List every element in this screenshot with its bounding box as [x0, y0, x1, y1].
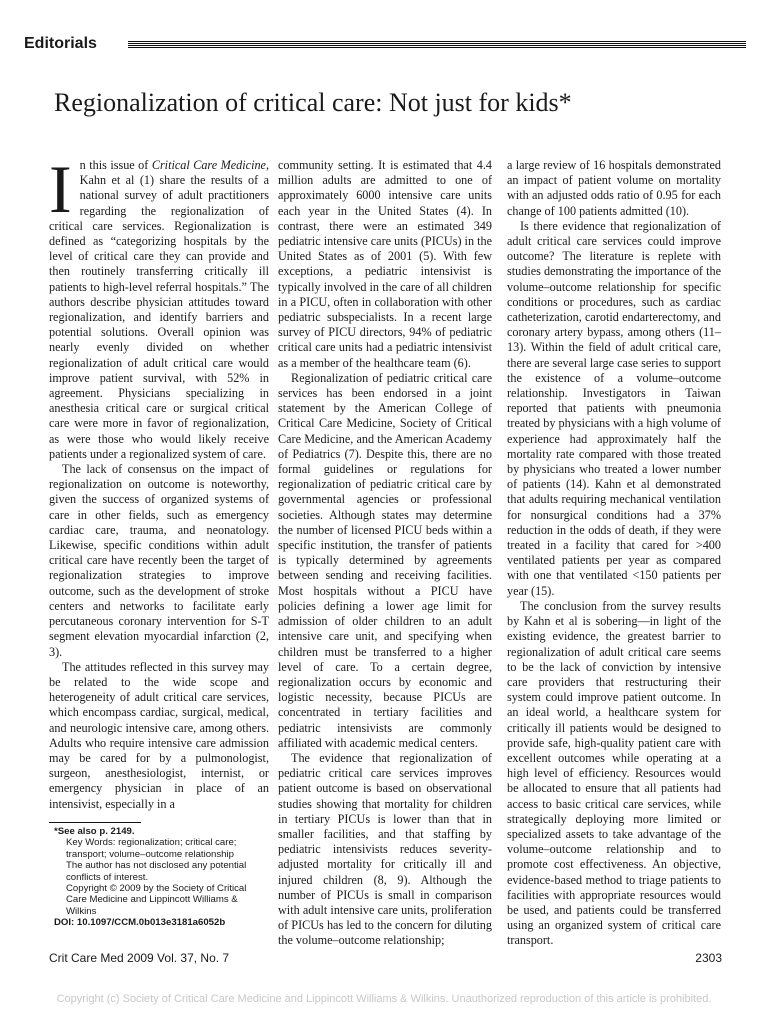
paragraph: Regionalization of pediatric critical care services has been endorsed in a joint statement by the American College of Critical Care Medicine, Society of Critical Care Medicine, and the American Academy of Pediatrics (7). Despite this, there are no formal guidelines or regulations for regionalization of pediatric critical care by governmental agencies or professional societies. Although states may determine the number of licensed PICU beds within a specific institution, the transfer of patients is typically determined by agreements between sending and receiving facilities. Most hospitals without a PICU have policies defining a lower age limit for admission of older children to an adult intensive care unit, and specifying when children must be transferred to a higher level of care. To a certain degree, regionalization occurs by economic and logistic necessity, because PICUs are concentrated in tertiary facilities and pediatric intensivists are commonly affiliated with academic medical centers. — [278, 370, 492, 750]
paragraph-text: n this issue of — [79, 158, 152, 172]
conflicts-note: The author has not disclosed any potential conflicts of interest. — [66, 860, 247, 883]
footnote-divider — [49, 822, 141, 823]
copyright-notice: Copyright (c) Society of Critical Care Medicine and Lippincott Williams & Wilkins. Unauthorized reproduction of this article is prohibited. — [56, 993, 712, 1005]
footnotes — [54, 826, 269, 929]
journal-citation: Crit Care Med 2009 Vol. 37, No. 7 — [49, 951, 230, 965]
section-label: Editorials — [24, 35, 97, 52]
paragraph: community setting. It is estimated that 4.4 million adults are admitted to one of approximately 6000 intensive care units each year in the United States (4). In contrast, there were an estimated 349 pediatric intensive care units (PICUs) in the United States as of 2001 (5). With few exceptions, a pediatric intensivist is typically involved in the care of all children in a PICU, often in collaboration with other pediatric subspecialists. In a recent large survey of PICU directors, 94% of pediatric critical care units had a pediatric intensivist as a member of the healthcare team (6). — [278, 158, 492, 370]
doi-note: DOI: 10.1097/CCM.0b013e3181a6052b — [54, 917, 226, 929]
journal-name: Critical Care Medicine — [151, 158, 266, 172]
article-title: Regionalization of critical care: Not just for kids* — [54, 88, 572, 117]
column-1 — [49, 151, 269, 812]
paragraph: The lack of consensus on the impact of regionalization on outcome is noteworthy, given the success of organized systems of care in other fields, such as emergency cardiac care, trauma, and neonatology. Likewise, specific conditions within adult critical care have recently been the target of regionalization strategies to improve outcome, such as the development of stroke centers and networks to facilitate early percutaneous coronary intervention for S-T segment elevation myocardial infarction (2, 3). — [49, 462, 269, 659]
see-also-note: *See also p. 2149. — [54, 826, 135, 837]
column-2 — [278, 158, 492, 949]
drop-cap: I — [49, 151, 72, 227]
paragraph: a large review of 16 hospitals demonstrated an impact of patient volume on mortality with an adjusted odds ratio of 0.95 for each change of 100 patients admitted (10). — [507, 158, 721, 218]
column-3 — [507, 158, 721, 949]
section-rule — [128, 41, 746, 49]
copyright-note: Copyright © 2009 by the Society of Critical Care Medicine and Lippincott Williams & Wilkins — [66, 883, 247, 917]
paragraph: The attitudes reflected in this survey may be related to the wide scope and heterogeneity of adult critical care services, which encompass cardiac, surgical, medical, and neurologic intensive care, among others. Adults who require intensive care admission may be cared for by a pulmonologist, surgeon, anesthesiologist, internist, or emergency physician in place of an intensivist, especially in a — [49, 659, 269, 811]
paragraph-text: , Kahn et al (1) share the results of a national survey of adult practitioners regarding the regionalization of critical care services. Regionalization is defined as “categorizing hospitals by the level of critical care they can provide and then routinely transferring critically ill patients to high-level referral hospitals.” The authors describe physician attitudes toward regionalization, and identify barriers and potential solutions. Overall opinion was nearly evenly divided on whether regionalization of adult critical care would improve patient survival, with 52% in agreement. Physicians specializing in anesthesia critical care or surgical critical care were more in favor of regionalization, as were those who would likely receive patients under a regionalized system of care. — [49, 158, 269, 461]
paragraph: Is there evidence that regionalization of adult critical care services could improve outcome? The literature is replete with studies demonstrating the importance of the volume–outcome relationship for specific conditions or procedures, such as cardiac catheterization, carotid endarterectomy, and coronary artery bypass, among others (11–13). Within the field of adult critical care, there are several large case series to support the existence of a volume–outcome relationship. Investigators in Taiwan reported that patients with pneumonia treated by physicians with a high volume of experience had approximately half the mortality rate compared with those treated by physicians who treated a lower number of patients (14). Kahn et al demonstrated that adults requiring mechanical ventilation for nonsurgical conditions had a 37% reduction in the odds of death, if they were treated in a facility that cared for >400 ventilated patients per year as compared with one that ventilated <150 patients per year (15). — [507, 218, 721, 598]
page-number: 2303 — [695, 951, 722, 965]
keywords-note: Key Words: regionalization; critical care; transport; volume–outcome relationship — [66, 837, 237, 860]
paragraph: The conclusion from the survey results by Kahn et al is sobering—in light of the existing evidence, the greatest barrier to regionalization of adult critical care seems to be the lack of conviction by intensive care providers that restructuring their system could improve patient outcome. In an ideal world, a healthcare system for critically ill patients would be designed to provide safe, high-quality patient care with excellent outcomes while operating at a high level of efficiency. Resources would be allocated to ensure that all patients had access to basic critical care services, while strategically deploying more limited or specialized assets to take advantage of the volume–outcome relationship and to promote cost effectiveness. An objective, evidence-based method to triage patients to facilities with appropriate resources would be used, and patients could be transferred using an organized system of critical care transport. — [507, 598, 721, 948]
paragraph — [49, 151, 269, 462]
paragraph: The evidence that regionalization of pediatric critical care services improves patient outcome is based on observational studies showing that mortality for children in tertiary PICUs is lower than that in smaller facilities, and that staffing by pediatric intensivists reduces severity-adjusted mortality for critically ill and injured children (8, 9). Although the number of PICUs is small in comparison with adult intensive care units, proliferation of PICUs has led to the concern for diluting the volume–outcome relationship; — [278, 750, 492, 948]
